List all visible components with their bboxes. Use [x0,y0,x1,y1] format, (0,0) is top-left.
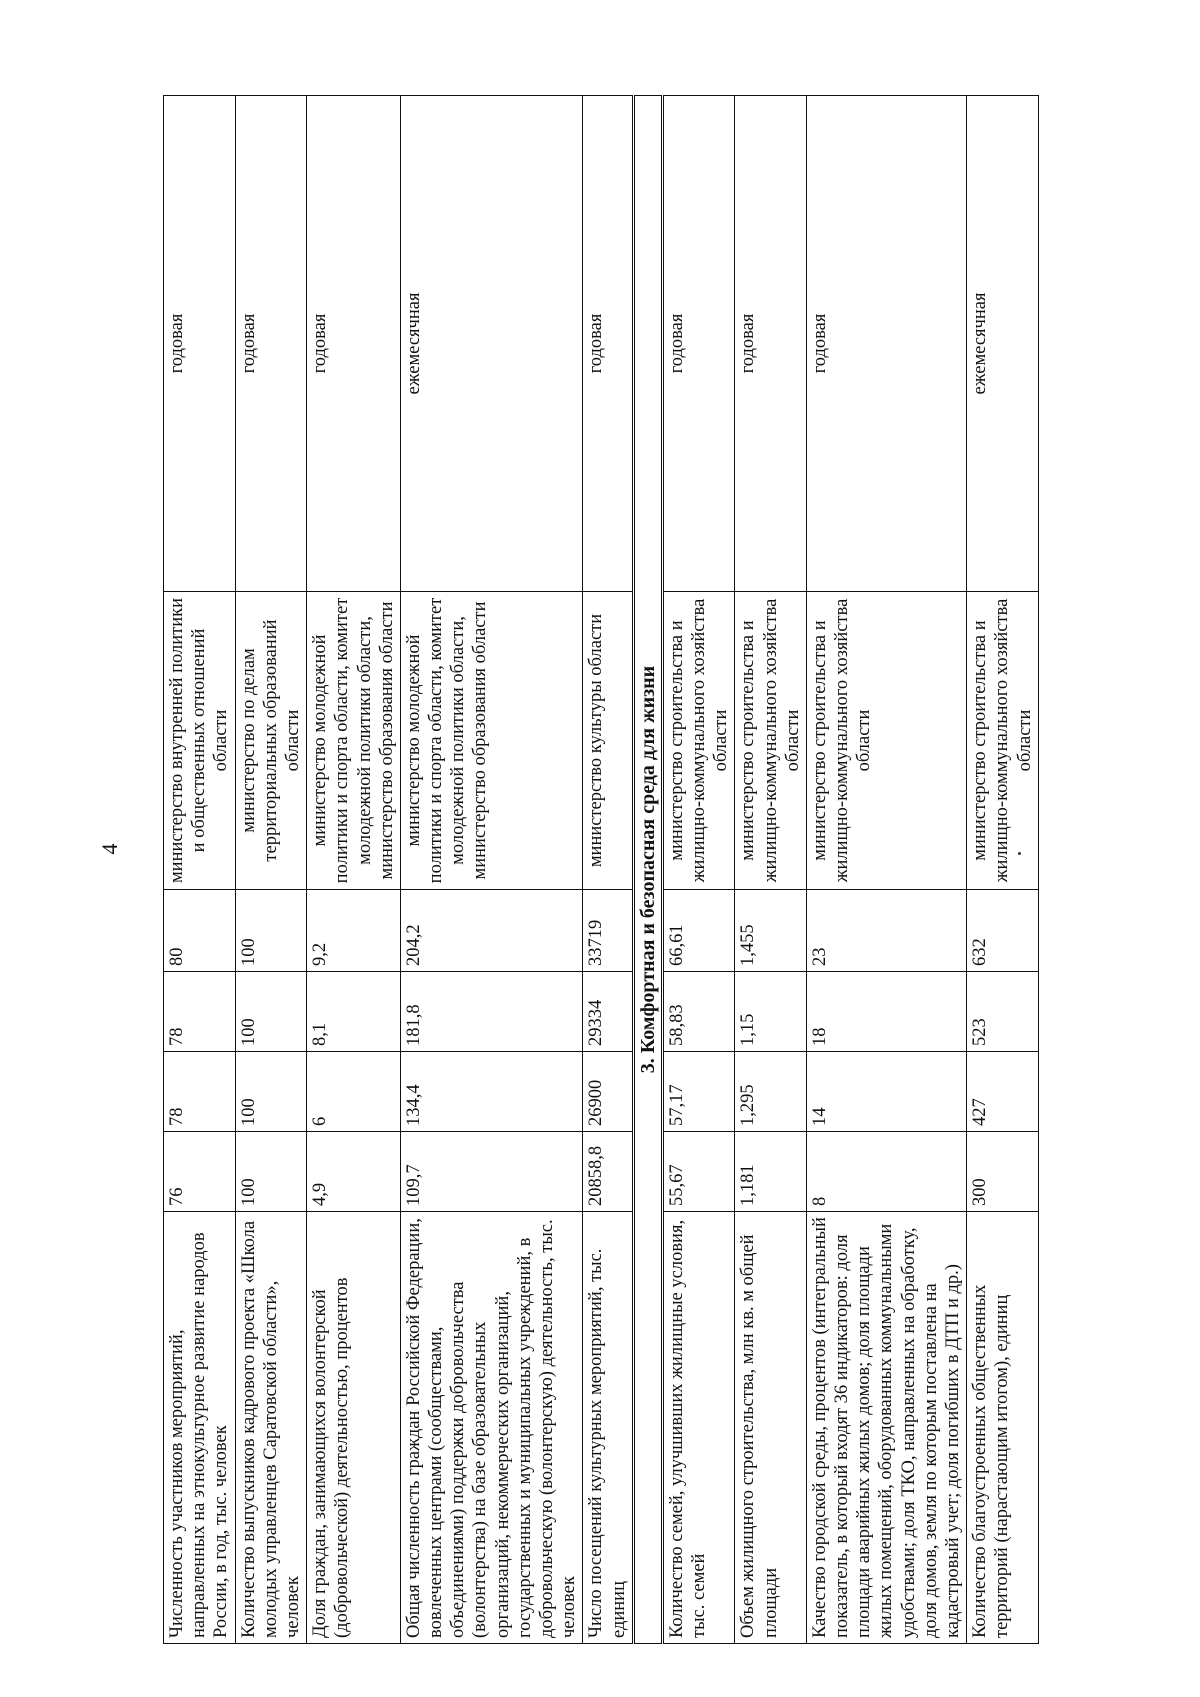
value-cell: 100 [235,1052,307,1132]
table-row [307,96,401,1644]
indicator-name: Доля граждан, занимающихся волонтерской (добровольческой) деятельностью, процентов [307,1212,401,1644]
indicator-name: Качество городской среды, процентов (интегральный показатель, в который входят 36 индикаторов: доля площади аварийных жилых домов; доля площади жилых помещений, оборудованных коммунальными удобствами; доля ТКО, направленных на обработку, доля домов, земля по которым поставлена на кадастровый учет; доля погибших в ДТП и др.) [806,1212,966,1644]
section-title: 3. Комфортная и безопасная среда для жизни [633,96,662,1644]
indicator-name: Общая численность граждан Российской Федерации, вовлеченных центрами (сообществами, объединениями) поддержки добровольчества (волонтерства) на базе образовательных организаций, некоммерческих организаций, государственных и муниципальных учреждений, в добровольческую (волонтерскую) деятельность, тыс. человек [400,1212,583,1644]
value-cell: 109,7 [400,1132,583,1212]
value-cell: 300 [967,1132,1039,1212]
value-cell: 100 [235,890,307,972]
table-row [235,96,307,1644]
responsible-body: министерство строительства и жилищно-коммунального хозяйства области [806,592,966,890]
table-row [967,96,1039,1644]
table-row [735,96,807,1644]
value-cell: 76 [164,1132,236,1212]
indicator-name: Численность участников мероприятий, направленных на этнокультурное развитие народов России, в год, тыс. человек [164,1212,236,1644]
value-cell: 57,17 [662,1052,735,1132]
frequency: годовая [235,96,307,592]
indicators-table [163,95,1039,1644]
indicator-name: Объем жилищного строительства, млн кв. м общей площади [735,1212,807,1644]
section-header-row [633,96,662,1644]
responsible-body: министерство молодежной политики и спорта области, комитет молодежной политики области, министерство образования области [307,592,401,890]
value-cell: 6 [307,1052,401,1132]
value-cell: 23 [806,890,966,972]
page-number: 4 [97,843,122,855]
table-row [806,96,966,1644]
responsible-body: министерство строительства и жилищно-коммунального хозяйства области [967,592,1039,890]
value-cell: 1,15 [735,972,807,1052]
frequency: годовая [662,96,735,592]
value-cell: 8,1 [307,972,401,1052]
frequency: годовая [583,96,633,592]
table-row [662,96,735,1644]
frequency: ежемесячная [400,96,583,592]
value-cell: 204,2 [400,890,583,972]
value-cell: 4,9 [307,1132,401,1212]
value-cell: 78 [164,1052,236,1132]
value-cell: 632 [967,890,1039,972]
value-cell: 1,455 [735,890,807,972]
indicator-name: Число посещений культурных мероприятий, тыс. единиц [583,1212,633,1644]
value-cell: 14 [806,1052,966,1132]
value-cell: 66,61 [662,890,735,972]
indicator-name: Количество семей, улучшивших жилищные условия, тыс. семей [662,1212,735,1644]
indicators-table-body [164,96,1039,1644]
table-row [583,96,633,1644]
value-cell: 9,2 [307,890,401,972]
value-cell: 29334 [583,972,633,1052]
value-cell: 1,295 [735,1052,807,1132]
responsible-body: министерство по делам территориальных образований области [235,592,307,890]
value-cell: 134,4 [400,1052,583,1132]
value-cell: 1,181 [735,1132,807,1212]
value-cell: 181,8 [400,972,583,1052]
responsible-body: министерство молодежной политики и спорта области, комитет молодежной политики области, министерство образования области [400,592,583,890]
responsible-body: министерство внутренней политики и общественных отношений области [164,592,236,890]
value-cell: 18 [806,972,966,1052]
value-cell: 100 [235,1132,307,1212]
value-cell: 33719 [583,890,633,972]
value-cell: 100 [235,972,307,1052]
value-cell: 26900 [583,1052,633,1132]
responsible-body: министерство строительства и жилищно-коммунального хозяйства области [735,592,807,890]
scan-dot-mark [1018,852,1021,855]
rotated-page-content [163,96,1070,1644]
value-cell: 523 [967,972,1039,1052]
frequency: годовая [307,96,401,592]
frequency: ежемесячная [967,96,1039,592]
value-cell: 58,83 [662,972,735,1052]
table-row [164,96,236,1644]
frequency: годовая [164,96,236,592]
responsible-body: министерство строительства и жилищно-коммунального хозяйства области [662,592,735,890]
value-cell: 78 [164,972,236,1052]
value-cell: 8 [806,1132,966,1212]
frequency: годовая [806,96,966,592]
value-cell: 55,67 [662,1132,735,1212]
value-cell: 427 [967,1052,1039,1132]
value-cell: 80 [164,890,236,972]
indicator-name: Количество выпускников кадрового проекта «Школа молодых управленцев Саратовской области», человек [235,1212,307,1644]
table-row [400,96,583,1644]
value-cell: 20858,8 [583,1132,633,1212]
frequency: годовая [735,96,807,592]
responsible-body: министерство культуры области [583,592,633,890]
indicator-name: Количество благоустроенных общественных территорий (нарастающим итогом), единиц [967,1212,1039,1644]
